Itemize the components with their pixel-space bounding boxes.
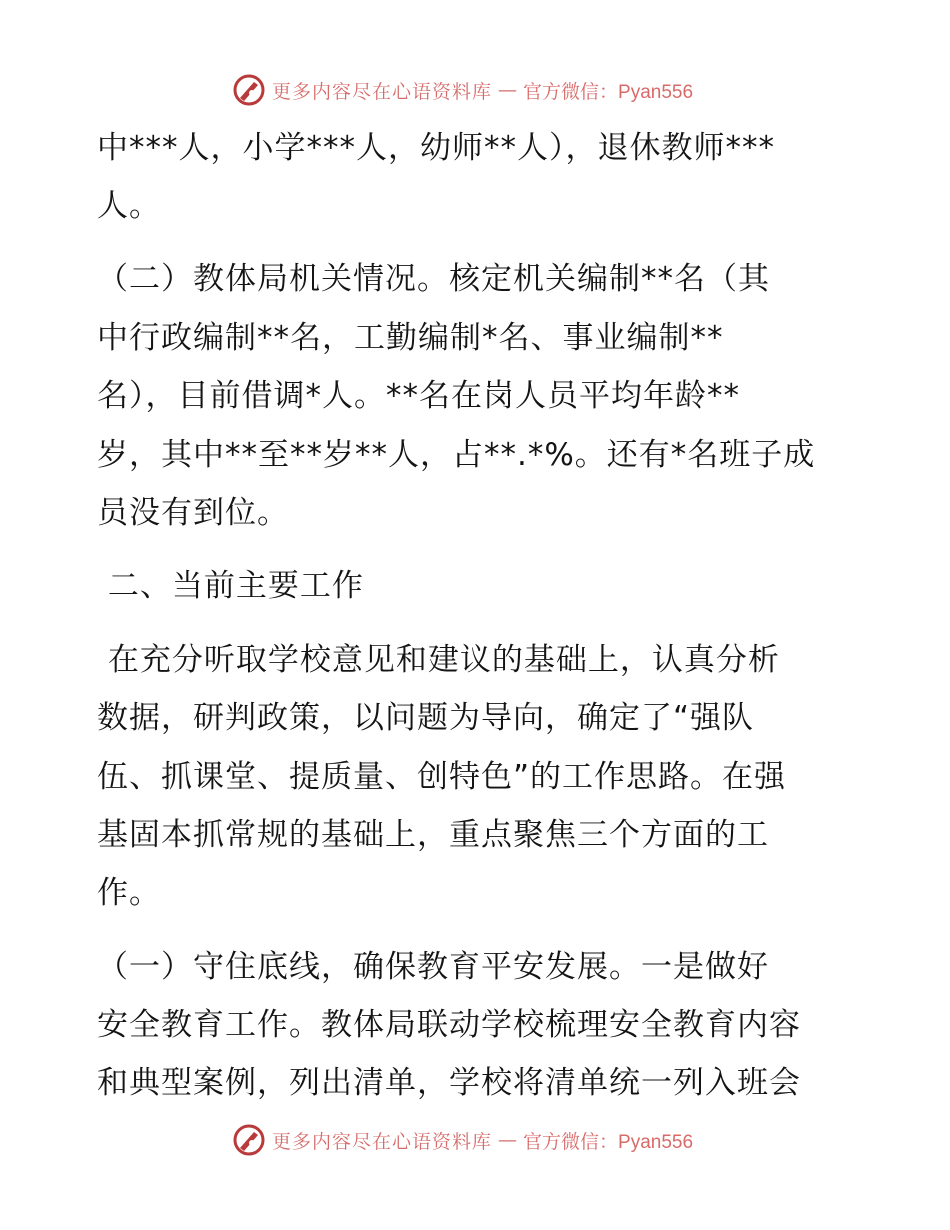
text-line: 名），目前借调*人。**名在岗人员平均年龄** bbox=[97, 378, 740, 414]
text-line: （二）教体局机关情况。核定机关编制**名（其 bbox=[97, 261, 770, 297]
text-line: 作。 bbox=[97, 875, 161, 911]
section-heading: 二、当前主要工作 bbox=[97, 568, 364, 604]
text-line: 在充分听取学校意见和建议的基础上，认真分析 bbox=[97, 642, 780, 678]
text-line: 基固本抓常规的基础上，重点聚焦三个方面的工 bbox=[97, 817, 769, 853]
watermark-contact: 官方微信：Pyan556 bbox=[523, 81, 694, 103]
text-line: 人。 bbox=[97, 188, 161, 224]
text-line: 数据，研判政策，以问题为导向，确定了“强队 bbox=[97, 700, 755, 736]
watermark-text: 更多内容尽在心语资料库 bbox=[272, 80, 493, 103]
watermark-text: 更多内容尽在心语资料库 bbox=[272, 1130, 493, 1153]
watermark-contact: 官方微信：Pyan556 bbox=[523, 1131, 694, 1153]
text-line: 中***人，小学***人，幼师**人），退休教师*** bbox=[97, 130, 775, 166]
text-line: 员没有到位。 bbox=[97, 495, 289, 531]
text-line: 和典型案例，列出清单，学校将清单统一列入班会 bbox=[97, 1065, 801, 1101]
text-line: 伍、抓课堂、提质量、创特色”的工作思路。在强 bbox=[97, 759, 787, 795]
pen-circle-logo-icon bbox=[232, 73, 266, 107]
text-line: 岁，其中**至**岁**人，占**.*%。还有*名班子成 bbox=[97, 437, 816, 473]
header-watermark bbox=[232, 70, 693, 110]
text-line: 中行政编制**名，工勤编制*名、事业编制** bbox=[97, 320, 724, 356]
text-line: （一）守住底线，确保教育平安发展。一是做好 bbox=[97, 949, 769, 985]
watermark-separator: — bbox=[498, 79, 518, 101]
footer-watermark bbox=[232, 1120, 693, 1160]
text-line: 安全教育工作。教体局联动学校梳理安全教育内容 bbox=[97, 1007, 801, 1043]
watermark-separator: — bbox=[498, 1129, 518, 1151]
pen-circle-logo-icon bbox=[232, 1123, 266, 1157]
